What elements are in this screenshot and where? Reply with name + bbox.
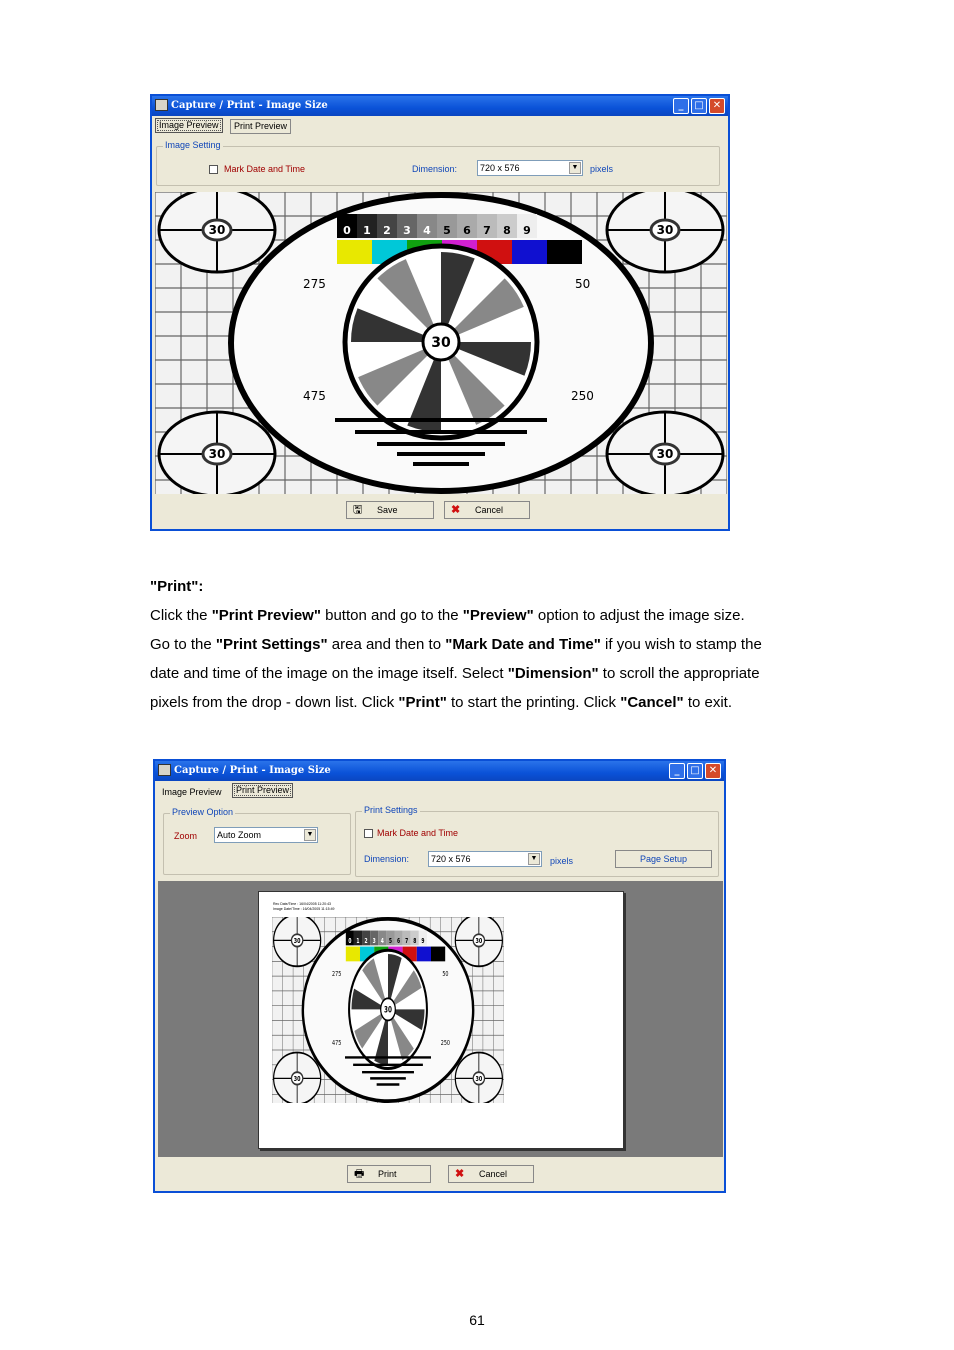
page-setup-button[interactable] [615, 850, 712, 868]
save-label: Save [377, 505, 398, 515]
chevron-down-icon[interactable]: ▼ [304, 829, 316, 841]
corner-label: 30 [208, 223, 226, 237]
color-bar [512, 240, 547, 264]
right-number-top: 50 [575, 277, 591, 291]
grey-step-label: 4 [380, 938, 384, 946]
dimension-select[interactable] [477, 160, 583, 176]
corner-label: 30 [656, 223, 674, 237]
chevron-down-icon[interactable]: ▼ [569, 162, 581, 174]
paragraph-run: if you wish to stamp the date and time of the image on the image itself. Select [150, 636, 762, 682]
right-number-bottom: 250 [571, 389, 594, 403]
close-icon[interactable]: ✕ [709, 98, 725, 114]
dimension-value: 720 x 576 [431, 854, 471, 864]
dimension-value: 720 x 576 [480, 163, 520, 173]
paragraph-run: Click the [150, 607, 212, 624]
right-number-bottom: 250 [440, 1039, 451, 1048]
grey-step-label: 4 [423, 224, 431, 237]
left-number-top: 275 [332, 970, 342, 979]
color-bar [417, 947, 431, 962]
mark-date-label: Mark Date and Time [224, 164, 306, 174]
test-card-graphic [155, 192, 727, 494]
app-monitor-icon [155, 99, 168, 111]
grey-step-label: 5 [388, 938, 392, 946]
left-number-bottom: 475 [303, 389, 326, 403]
floppy-disk-icon: 🖫 [353, 504, 363, 516]
printer-icon: 🖶 [354, 1168, 365, 1180]
grey-step-label: 1 [363, 224, 371, 237]
minimize-icon[interactable]: _ [673, 98, 689, 114]
grey-step-label: 3 [372, 938, 376, 946]
tab-image-preview[interactable]: Image Preview [158, 785, 226, 800]
page-setup-label: Page Setup [639, 854, 688, 864]
group-label: Preview Option [172, 807, 234, 817]
paragraph-run: to start the printing. Click [446, 694, 621, 711]
preview-test-card-graphic [272, 917, 504, 1103]
grey-step-label: 8 [413, 938, 417, 946]
paragraph-run: "Dimension" [507, 665, 599, 682]
paragraph-run: to scroll the appropriate pixels from the drop - down list. Click [150, 665, 760, 711]
paragraph-run: area and then to [327, 636, 446, 653]
close-icon[interactable]: ✕ [705, 763, 721, 779]
group-label: Image Setting [165, 140, 221, 150]
cancel-button[interactable] [448, 1165, 534, 1183]
grey-step-label: 2 [364, 938, 368, 946]
zoom-label: Zoom [174, 831, 198, 841]
left-number-bottom: 475 [332, 1039, 342, 1048]
corner-label: 30 [656, 447, 674, 461]
title-bar[interactable] [152, 96, 728, 116]
print-button[interactable] [347, 1165, 431, 1183]
print-settings-group [355, 805, 719, 877]
image-size-window-1 [150, 94, 730, 531]
paragraph-run: "Mark Date and Time" [445, 636, 601, 653]
corner-label: 30 [208, 447, 226, 461]
window-title: Capture / Print - Image Size [171, 100, 328, 111]
preview-page [258, 891, 624, 1149]
preview-option-group [163, 807, 351, 875]
tab-print-preview[interactable]: Print Preview [232, 783, 293, 798]
tab-print-preview[interactable]: Print Preview [230, 119, 291, 134]
dimension-label: Dimension: [412, 164, 458, 174]
right-number-top: 50 [442, 970, 449, 979]
mark-date-checkbox[interactable] [209, 165, 218, 174]
preview-date-stamp-2: Image Date/Time : 16/04/2005 11:15:49 [273, 907, 335, 911]
print-heading: "Print": [150, 578, 204, 595]
paragraph-run: "Print Settings" [215, 636, 328, 653]
paragraph-run: "Print" [398, 694, 447, 711]
image-size-window-2 [153, 759, 726, 1193]
paragraph-run: button and go to the [320, 607, 463, 624]
grey-step-label: 0 [343, 224, 351, 237]
center-label: 30 [431, 335, 451, 351]
pixels-label: pixels [550, 856, 574, 866]
zoom-select[interactable] [214, 827, 318, 843]
maximize-icon[interactable]: □ [687, 763, 703, 779]
image-setting-group [156, 140, 720, 186]
window-title: Capture / Print - Image Size [174, 765, 331, 776]
mark-date-checkbox[interactable] [364, 829, 373, 838]
paragraph-run: to exit. [683, 694, 733, 711]
grey-step-label: 3 [403, 224, 411, 237]
corner-label: 30 [293, 936, 301, 946]
color-bar [547, 240, 582, 264]
grey-step-label: 7 [483, 224, 491, 237]
color-bar [337, 240, 372, 264]
maximize-icon[interactable]: □ [691, 98, 707, 114]
print-label: Print [378, 1169, 397, 1179]
red-x-icon: ✖ [451, 504, 461, 516]
dimension-select[interactable] [428, 851, 542, 867]
dimension-label: Dimension: [364, 854, 410, 864]
print-instructions [150, 601, 762, 717]
mark-date-label: Mark Date and Time [377, 828, 459, 838]
page-number: 61 [469, 1312, 485, 1328]
paragraph-run: option to adjust the image size. Go to the [150, 607, 745, 653]
grey-step-label: 7 [405, 938, 409, 946]
save-button[interactable] [346, 501, 434, 519]
center-label: 30 [384, 1004, 392, 1015]
cancel-button[interactable] [444, 501, 530, 519]
title-bar[interactable] [155, 761, 724, 781]
preview-date-stamp-1: Rec Date/Time : 16/04/2005 11:20:43 [273, 902, 331, 906]
corner-label: 30 [293, 1074, 301, 1084]
app-monitor-icon [158, 764, 171, 776]
grey-step-label: 6 [396, 938, 401, 946]
paragraph-run: "Cancel" [620, 694, 684, 711]
grey-step-label: 9 [421, 938, 425, 946]
print-preview-area [158, 881, 723, 1157]
grey-step-label: 1 [356, 938, 360, 946]
color-bar [431, 947, 445, 962]
tab-image-preview[interactable]: Image Preview [155, 118, 223, 133]
chevron-down-icon[interactable]: ▼ [528, 853, 540, 865]
grey-step-label: 8 [503, 224, 511, 237]
minimize-icon[interactable]: _ [669, 763, 685, 779]
grey-step-label: 9 [523, 224, 531, 237]
cancel-label: Cancel [475, 505, 504, 515]
zoom-value: Auto Zoom [217, 830, 262, 840]
corner-label: 30 [475, 936, 483, 946]
group-label: Print Settings [364, 805, 418, 815]
test-card-image [155, 192, 727, 494]
grey-step-label: 5 [443, 224, 451, 237]
pixels-label: pixels [590, 164, 614, 174]
red-x-icon: ✖ [455, 1168, 465, 1180]
cancel-label: Cancel [479, 1169, 508, 1179]
paragraph-run: "Preview" [462, 607, 534, 624]
grey-step-label: 6 [463, 224, 471, 237]
left-number-top: 275 [303, 277, 326, 291]
grey-step-label: 2 [383, 224, 391, 237]
paragraph-run: "Print Preview" [211, 607, 321, 624]
grey-step-label: 0 [348, 938, 352, 946]
corner-label: 30 [475, 1074, 483, 1084]
color-bar [346, 947, 360, 962]
